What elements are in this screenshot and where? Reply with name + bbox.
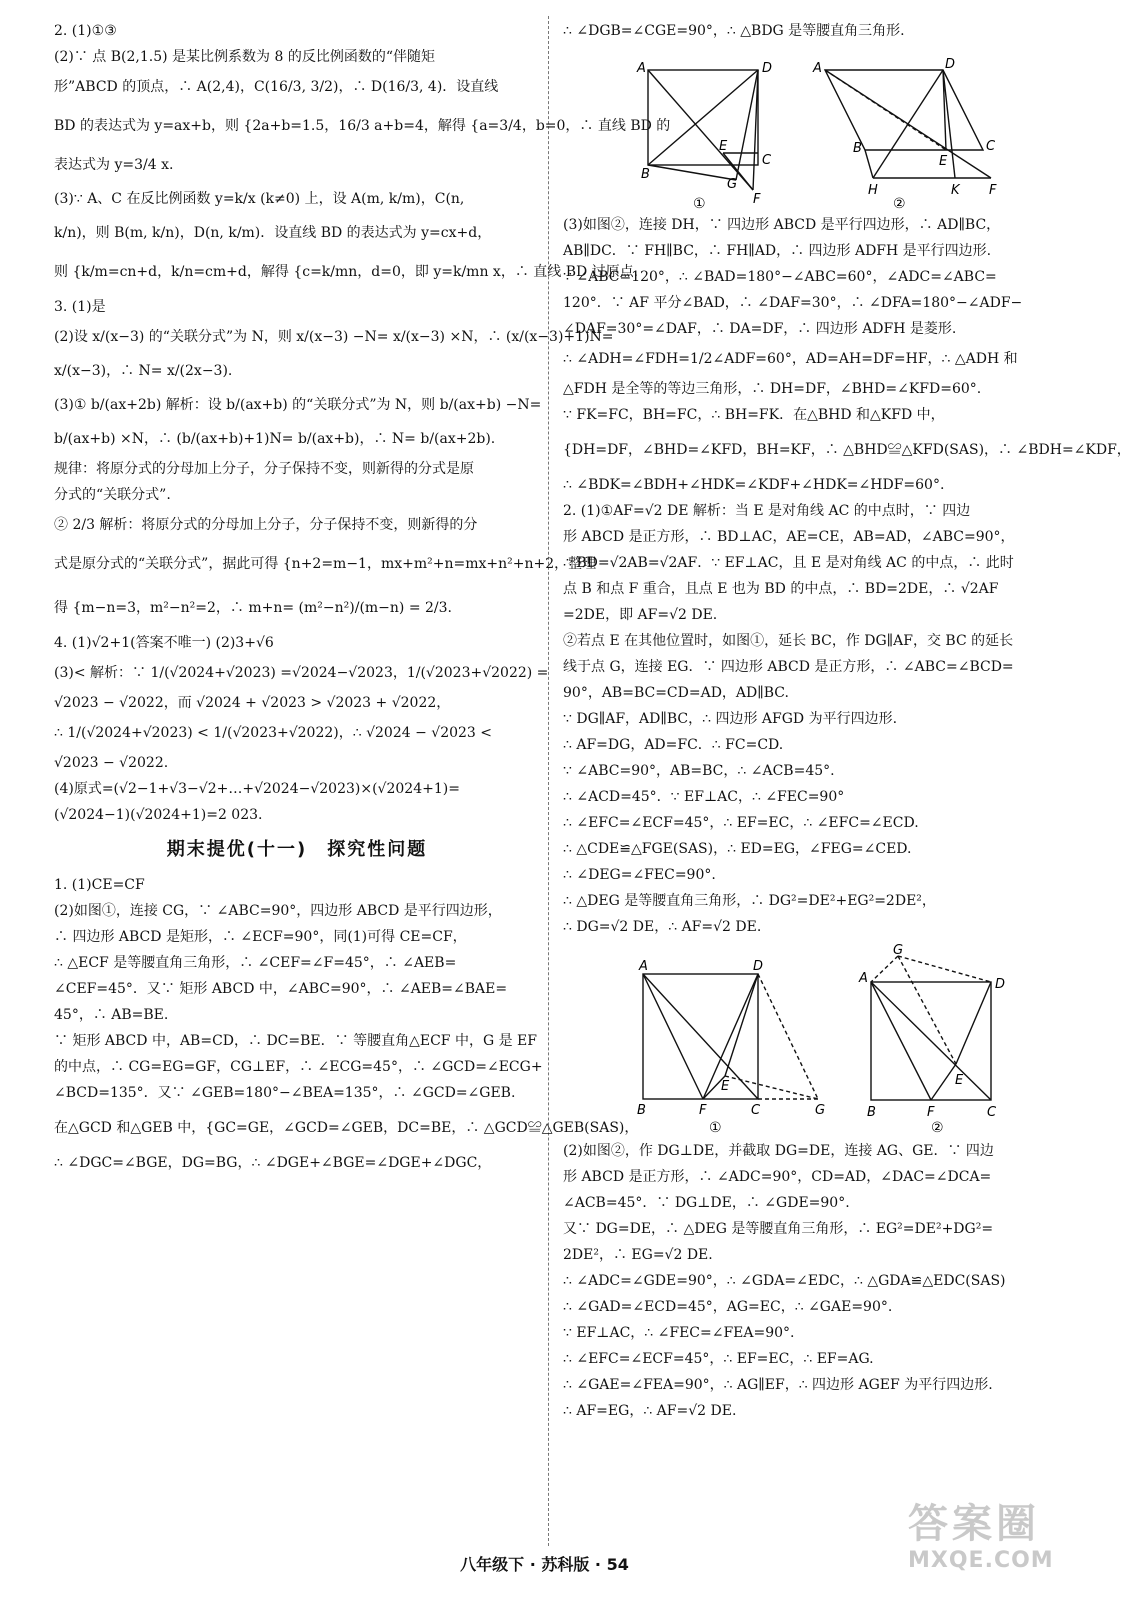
svg-text:A: A [639,959,648,974]
text-line: (3)① b/(ax+2b) 解析：设 b/(ax+b) 的“关联分式”为 N，则 b/(ax+b) −N= [54,397,542,413]
watermark-text: 答案圈 [908,1501,1040,1547]
svg-text:D: D [762,61,773,76]
text-line: x/(x−3)，∴ N= x/(2x−3). [54,363,233,379]
text-line: 2. (1)①AF=√2 DE 解析：当 E 是对角线 AC 的中点时，∵ 四边 [563,503,971,519]
svg-text:B: B [853,141,862,156]
svg-text:E: E [721,1079,730,1094]
svg-text:G: G [815,1103,826,1118]
text-line: 形”ABCD 的顶点，∴ A(2,4)，C(16/3, 3/2)，∴ D(16/3, 4)．设直线 [54,79,499,95]
svg-text:B: B [641,167,650,182]
text-line: ∴ △CDE≌△FGE(SAS)，∴ ED=EG，∠FEG=∠CED. [563,841,912,857]
text-line: ∴ △DEG 是等腰直角三角形，∴ DG²=DE²+EG²=2DE²， [563,893,936,909]
text-line: 45°，∴ AB=BE. [54,1007,169,1023]
text-line: ∴ ∠EFC=∠ECF=45°，∴ EF=EC，∴ EF=AG. [563,1351,874,1367]
svg-text:C: C [987,1105,997,1120]
text-line: (2)如图②，作 DG⊥DE，并截取 DG=DE，连接 AG、GE．∵ 四边 [563,1143,994,1159]
text-line: 得 {m−n=3，m²−n²=2，∴ m+n= (m²−n²)/(m−n) = 2/3. [54,600,453,616]
svg-text:D: D [945,57,956,72]
text-line: √2023 − √2022. [54,755,169,771]
svg-text:B: B [867,1105,876,1120]
text-line: 点 B 和点 F 重合，且点 E 也为 BD 的中点，∴ BD=2DE，∴ √2AF [563,581,999,597]
text-line: (2)如图①，连接 CG，∵ ∠ABC=90°，四边形 ABCD 是平行四边形， [54,903,502,919]
text-line: ∴ ∠GAD=∠ECD=45°，AG=EC，∴ ∠GAE=90°. [563,1299,893,1315]
figure-top-2 [825,70,991,178]
svg-text:C: C [762,153,772,168]
text-line: ∴ 四边形 ABCD 是矩形，∴ ∠ECF=90°，同(1)可得 CE=CF， [54,929,467,945]
text-line: △FDH 是全等的等边三角形，∴ DH=DF，∠BHD=∠KFD=60°. [563,381,982,397]
svg-text:E: E [955,1073,964,1088]
text-line: 3. (1)是 [54,299,106,315]
watermark-url: MXQE.COM [908,1548,1054,1573]
section-title: 期末提优(十一) 探究性问题 [166,839,428,860]
watermark-logo [908,1500,1058,1580]
text-line: (3)< 解析：∵ 1/(√2024+√2023) =√2024−√2023，1/(√2023+√2022) = [54,665,549,681]
text-line: ∴ △ECF 是等腰直角三角形，∴ ∠CEF=∠F=45°，∴ ∠AEB= [54,955,457,971]
svg-text:A: A [813,61,822,76]
text-line: ∴ AF=DG，AD=FC．∴ FC=CD. [563,737,784,753]
figure-bottom-2 [871,956,991,1100]
text-line: ② 2/3 解析：将原分式的分母加上分子，分子保持不变，则新得的分 [54,517,478,533]
right-column [563,18,1131,1424]
text-line: ∴ 1/(√2024+√2023) < 1/(√2023+√2022)，∴ √2024 − √2023 < [54,725,493,741]
figure-top-1 [648,70,758,190]
text-line: ∵ ∠ABC=120°，∴ ∠BAD=180°−∠ABC=60°，∠ADC=∠ABC= [563,269,997,285]
svg-text:E: E [939,154,948,169]
text-line: √2023 − √2022，而 √2024 + √2023 > √2023 + √2022， [54,695,451,711]
text-line: ∴ ∠DGB=∠CGE=90°，∴ △BDG 是等腰直角三角形. [563,23,905,39]
text-line: (3)∵ A、C 在反比例函数 y=k/x (k≠0) 上，设 A(m, k/m)，C(n, [54,191,465,207]
text-line: AB∥DC．∵ FH∥BC，∴ FH∥AD，∴ 四边形 ADFH 是平行四边形. [563,243,992,259]
text-line: ∴ ∠ADH=∠FDH=1/2∠ADF=60°，AD=AH=DF=HF，∴ △ADH 和 [563,351,1018,367]
text-line: 又∵ DG=DE，∴ △DEG 是等腰直角三角形，∴ EG²=DE²+DG²= [563,1221,994,1237]
svg-text:D: D [995,977,1006,992]
text-line: 的中点，∴ CG=EG=GF，CG⊥EF，∴ ∠ECG=45°，∴ ∠GCD=∠ECG+ [54,1059,543,1075]
text-line: ∠DAF=30°=∠DAF，∴ DA=DF，∴ 四边形 ADFH 是菱形. [563,321,957,337]
figure-bottom-1 [643,974,818,1099]
text-line: 则 {k/m=cn+d，k/n=cm+d，解得 {c=k/mn，d=0，即 y=k/mn x，∴ 直线 BD 过原点. [54,264,639,280]
text-line: (3)如图②，连接 DH，∵ 四边形 ABCD 是平行四边形，∴ AD∥BC， [563,217,1001,233]
figure-caption: ② [893,196,906,212]
text-line: 2DE²，∴ EG=√2 DE. [563,1247,713,1263]
svg-text:C: C [751,1103,761,1118]
text-line: ∠CEF=45°．又∵ 矩形 ABCD 中，∠ABC=90°，∴ ∠AEB=∠BAE= [54,981,508,997]
text-line: 线于点 G，连接 EG．∵ 四边形 ABCD 是正方形，∴ ∠ABC=∠BCD= [563,659,1014,675]
text-line: ∠ACB=45°．∵ DG⊥DE，∴ ∠GDE=90°. [563,1195,850,1211]
figure-bottom-geometry [563,944,1053,1134]
text-line: ∠BCD=135°．又∵ ∠GEB=180°−∠BEA=135°，∴ ∠GCD=∠GEB. [54,1085,516,1101]
svg-text:H: H [868,183,878,198]
text-line: ∴ ∠BDK=∠BDH+∠HDK=∠KDF+∠HDK=∠HDF=60°. [563,477,945,493]
figure-top-geometry [563,48,1053,212]
text-line: 表达式为 y=3/4 x. [54,157,174,173]
text-line: 90°，AB=BC=CD=AD，AD∥BC. [563,685,789,701]
text-line: ∴ AF=EG，∴ AF=√2 DE. [563,1403,737,1419]
text-line: ∵ 矩形 ABCD 中，AB=CD，∴ DC=BE．∵ 等腰直角△ECF 中，G 是 EF [54,1033,537,1049]
text-line: k/n)，则 B(m, k/n)，D(n, k/m)．设直线 BD 的表达式为 y=cx+d， [54,225,492,241]
svg-text:F: F [989,183,997,198]
text-line: ∴ ∠GAE=∠FEA=90°，∴ AG∥EF，∴ 四边形 AGEF 为平行四边形. [563,1377,993,1393]
text-line: ∵ DG∥AF，AD∥BC，∴ 四边形 AFGD 为平行四边形. [563,711,898,727]
text-line: ∴ ∠DGC=∠BGE，DG=BG，∴ ∠DGE+∠BGE=∠DGE+∠DGC， [54,1155,492,1171]
text-line: 在△GCD 和△GEB 中，{GC=GE，∠GCD=∠GEB，DC=BE，∴ △GCD≌△GEB(SAS)， [54,1120,639,1136]
text-line: ∵ ∠ABC=90°，AB=BC，∴ ∠ACB=45°. [563,763,835,779]
figure-caption: ① [709,1120,722,1136]
text-line: 形 ABCD 是正方形，∴ BD⊥AC，AE=CE，AB=AD，∠ABC=90°， [563,529,1015,545]
svg-text:F: F [753,192,761,207]
text-line: ∴ ∠ADC=∠GDE=90°，∴ ∠GDA=∠EDC，∴ △GDA≌△EDC(SAS) [563,1273,1006,1289]
text-line: b/(ax+b) ×N，∴ (b/(ax+b)+1)N= b/(ax+b)，∴ N= b/(ax+2b). [54,431,496,447]
text-line: (2)∵ 点 B(2,1.5) 是某比例系数为 8 的反比例函数的“伴随矩 [54,49,435,65]
svg-text:B: B [637,1103,646,1118]
svg-text:G: G [727,177,738,192]
text-line: ∴ ∠EFC=∠ECF=45°，∴ EF=EC，∴ ∠EFC=∠ECD. [563,815,919,831]
text-line: 规律：将原分式的分母加上分子，分子保持不变，则新得的分式是原 [54,461,474,477]
svg-text:F: F [927,1105,935,1120]
text-line: {DH=DF，∠BHD=∠KFD，BH=KF，∴ △BHD≌△KFD(SAS)，∴ ∠BDH=∠KDF， [563,442,1131,458]
text-line: 分式的“关联分式”. [54,487,171,503]
figure-caption: ② [931,1120,944,1136]
text-line: 1. (1)CE=CF [54,877,145,893]
text-line: (2)设 x/(x−3) 的“关联分式”为 N，则 x/(x−3) −N= x/(x−3) ×N，∴ (x/(x−3)+1)N= [54,329,614,345]
svg-text:A: A [859,971,868,986]
text-line: =2DE，即 AF=√2 DE. [563,607,718,623]
text-line: 120°．∵ AF 平分∠BAD，∴ ∠DAF=30°，∴ ∠DFA=180°−∠ADF− [563,295,1023,311]
text-line: ∴ BD=√2AB=√2AF．∵ EF⊥AC，且 E 是对角线 AC 的中点，∴ 此时 [563,555,1014,571]
text-line: ∴ ∠ACD=45°．∵ EF⊥AC，∴ ∠FEC=90° [563,789,845,805]
svg-text:E: E [719,139,728,154]
svg-text:A: A [637,61,646,76]
text-line: 形 ABCD 是正方形，∴ ∠ADC=90°，CD=AD，∠DAC=∠DCA= [563,1169,992,1185]
figure-caption: ① [693,196,706,212]
text-line: 式是原分式的“关联分式”，据此可得 {n+2=m−1，mx+m²+n=mx+n²+n+2，整理 [54,556,597,572]
svg-text:D: D [753,959,764,974]
svg-text:F: F [699,1103,707,1118]
text-line: ∴ DG=√2 DE，∴ AF=√2 DE. [563,919,762,935]
text-line: (√2024−1)(√2024+1)=2 023. [54,807,263,823]
text-line: BD 的表达式为 y=ax+b，则 {2a+b=1.5，16/3 a+b=4，解得 {a=3/4，b=0，∴ 直线 BD 的 [54,118,671,134]
text-line: ②若点 E 在其他位置时，如图①，延长 BC，作 DG∥AF，交 BC 的延长 [563,633,1014,649]
text-line: ∵ FK=FC，BH=FC，∴ BH=FK．在△BHD 和△KFD 中， [563,407,945,423]
text-line: ∴ ∠DEG=∠FEC=90°. [563,867,716,883]
svg-text:C: C [986,139,996,154]
column-divider [548,16,550,1546]
text-line: 4. (1)√2+1(答案不唯一) (2)3+√6 [54,635,274,651]
svg-text:K: K [951,183,960,198]
text-line: 2. (1)①③ [54,23,117,39]
page-footer: 八年级下 · 苏科版 · 54 [460,1555,629,1574]
text-line: ∵ EF⊥AC，∴ ∠FEC=∠FEA=90°. [563,1325,795,1341]
text-line: (4)原式=(√2−1+√3−√2+…+√2024−√2023)×(√2024+1)= [54,781,460,797]
svg-text:G: G [893,943,904,958]
